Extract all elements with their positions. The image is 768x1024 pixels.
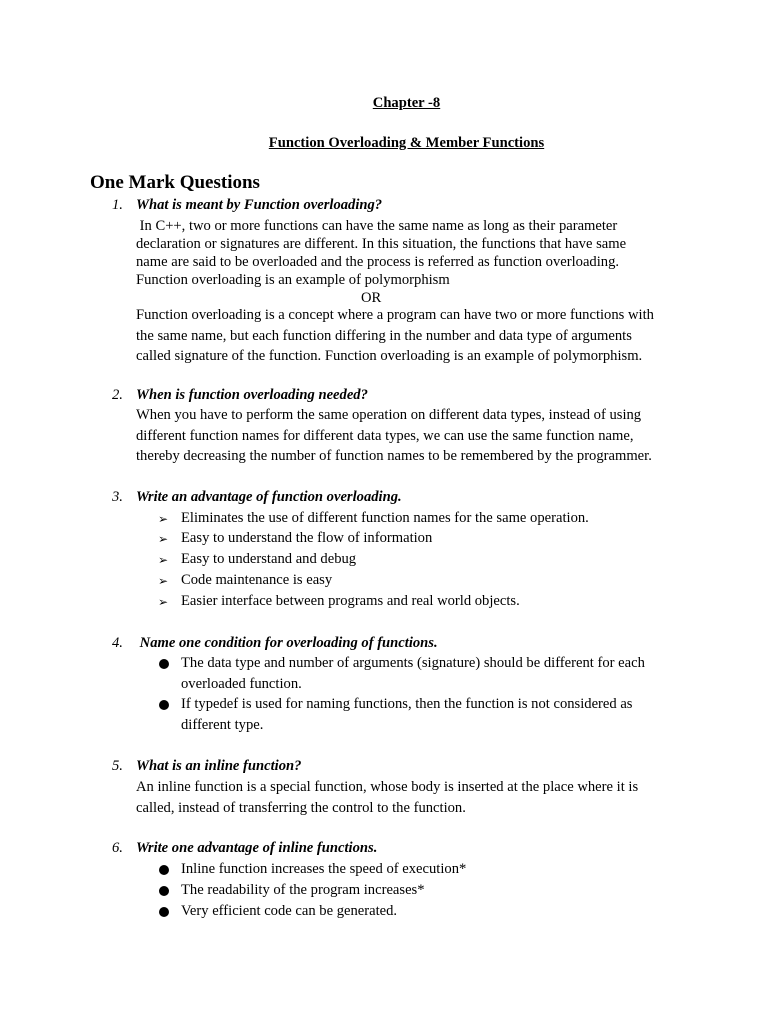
bullet-dot-icon: [159, 886, 169, 896]
question-1-text: What is meant by Function overloading?: [136, 197, 383, 213]
document-title: Function Overloading & Member Functions: [268, 135, 545, 151]
q4-list-item-line: overloaded function.: [181, 676, 302, 692]
q4-list-item-line: different type.: [181, 717, 264, 733]
question-6-text: Write one advantage of inline functions.: [136, 840, 378, 856]
section-heading: One Mark Questions: [90, 172, 260, 193]
question-4-number: 4.: [112, 635, 123, 651]
q5-answer-line: called, instead of transferring the control to the function.: [136, 800, 466, 816]
q1-answer-line: Function overloading is a concept where a program can have two or more functions with: [136, 307, 654, 323]
arrow-bullet-icon: ➢: [158, 595, 169, 609]
question-3-number: 3.: [112, 489, 123, 505]
q1-or-separator: OR: [361, 290, 382, 306]
q5-answer-line: An inline function is a special function, whose body is inserted at the place where it is: [136, 779, 639, 795]
q1-answer-line: In C++, two or more functions can have the same name as long as their parameter: [136, 218, 618, 234]
q1-answer-line: called signature of the function. Function overloading is an example of polymorphism.: [136, 348, 643, 364]
q3-list-item: Easier interface between programs and real world objects.: [181, 593, 520, 609]
q1-answer-line: Function overloading is an example of polymorphism: [136, 272, 450, 288]
q1-answer-line: declaration or signatures are different. In this situation, the functions that have same: [136, 236, 627, 252]
question-3-text: Write an advantage of function overloading.: [136, 489, 402, 505]
q2-answer-line: When you have to perform the same operation on different data types, instead of using: [136, 407, 642, 423]
arrow-bullet-icon: ➢: [158, 512, 169, 526]
arrow-bullet-icon: ➢: [158, 553, 169, 567]
question-6-number: 6.: [112, 840, 123, 856]
q3-list-item: Eliminates the use of different function names for the same operation.: [181, 510, 589, 526]
q6-list-item: Very efficient code can be generated.: [181, 903, 398, 919]
q3-list-item: Easy to understand and debug: [181, 551, 357, 567]
arrow-bullet-icon: ➢: [158, 532, 169, 546]
bullet-dot-icon: [159, 700, 169, 710]
q4-list-item-line: If typedef is used for naming functions, then the function is not considered as: [181, 696, 633, 712]
q3-list-item: Code maintenance is easy: [181, 572, 333, 588]
question-5-text: What is an inline function?: [136, 758, 302, 774]
q2-answer-line: thereby decreasing the number of function names to be remembered by the programmer.: [136, 448, 652, 464]
q6-list-item: The readability of the program increases*: [181, 882, 425, 898]
question-5-number: 5.: [112, 758, 123, 774]
question-1-number: 1.: [112, 197, 123, 213]
bullet-dot-icon: [159, 659, 169, 669]
q2-answer-line: different function names for different data types, we can use the same function name,: [136, 428, 634, 444]
chapter-title: Chapter -8: [372, 95, 441, 111]
arrow-bullet-icon: ➢: [158, 574, 169, 588]
bullet-dot-icon: [159, 865, 169, 875]
q1-answer-line: the same name, but each function differing in the number and data type of arguments: [136, 328, 632, 344]
question-2-text: When is function overloading needed?: [136, 387, 368, 403]
q1-answer-line: name are said to be overloaded and the process is referred as function overloading.: [136, 254, 620, 270]
q6-list-item: Inline function increases the speed of execution*: [181, 861, 467, 877]
question-2-number: 2.: [112, 387, 123, 403]
q4-list-item-line: The data type and number of arguments (signature) should be different for each: [181, 655, 645, 671]
q3-list-item: Easy to understand the flow of information: [181, 530, 433, 546]
question-4-text: Name one condition for overloading of functions.: [136, 635, 438, 651]
bullet-dot-icon: [159, 907, 169, 917]
